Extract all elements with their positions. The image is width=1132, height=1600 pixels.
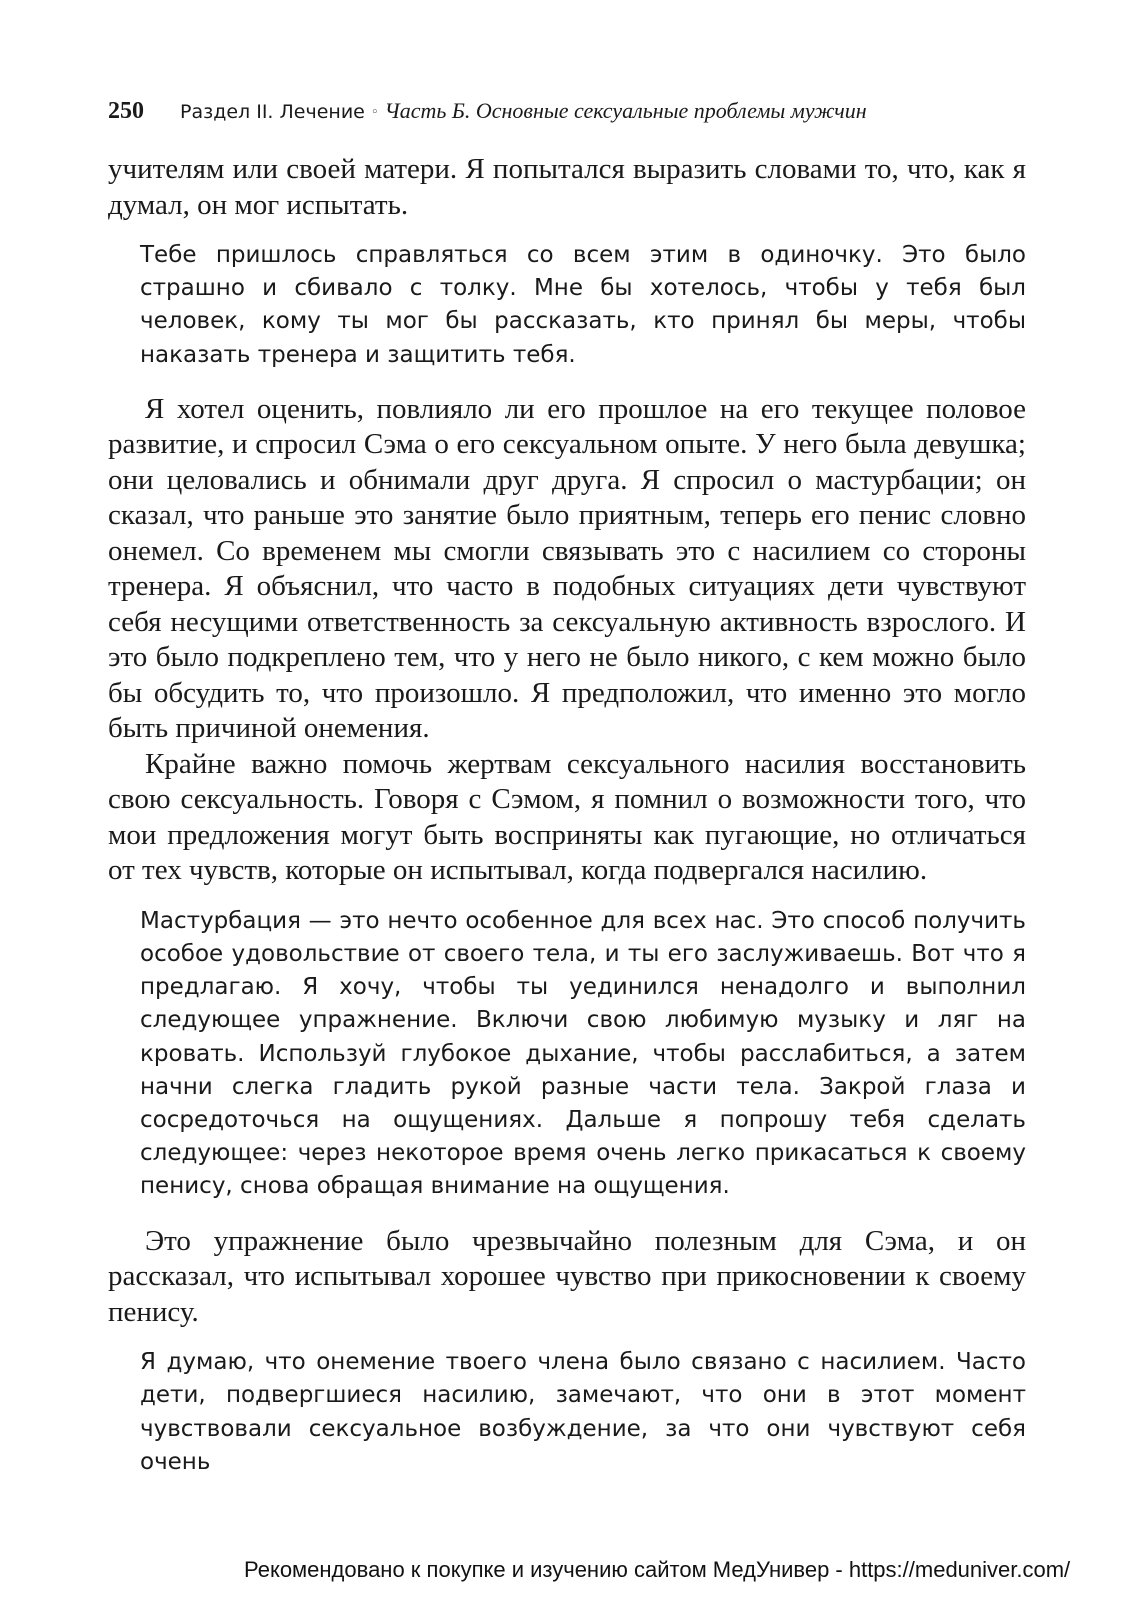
paragraph-1: учителям или своей матери. Я попытался выразить словами то, что, как я думал, он мог испытать.	[108, 153, 1026, 221]
page-number: 250	[108, 98, 144, 124]
book-page	[108, 96, 1026, 1479]
separator-bullet: ◦	[370, 105, 379, 120]
therapist-quote-3: Я думаю, что онемение твоего члена было связано с насилием. Часто дети, подвергшиеся насилию, замечают, что они в этот момент чувствовали сексуальное возбуждение, за что они чувствуют себя очень	[140, 1349, 1026, 1475]
footer-watermark-note: Рекомендовано к покупке и изучению сайтом МедУнивер - https://meduniver.com/	[244, 1557, 1071, 1582]
paragraph-3: Крайне важно помочь жертвам сексуального насилия восстановить свою сексуальность. Говоря с Сэмом, я помнил о возможности того, что мои предложения могут быть восприняты как пугающие, но отличаться от тех чувств, которые он испытывал, когда подвергался насилию.	[108, 747, 1026, 887]
part-title: Часть Б. Основные сексуальные проблемы мужчин	[384, 98, 867, 123]
running-head	[108, 96, 1026, 130]
paragraph-4: Это упражнение было чрезвычайно полезным для Сэма, и он рассказал, что испытывал хорошее чувство при прикосновении к своему пенису.	[108, 1224, 1026, 1328]
paragraph-2: Я хотел оценить, повлияло ли его прошлое на его текущее половое развитие, и спросил Сэма о его сексуальном опыте. У него была девушка; они целовались и обнимали друг друга. Я спросил о мастурбации; он сказал, что раньше это занятие было приятным, теперь его пенис словно онемел. Со временем мы смогли связывать это с насилием со стороны тренера. Я объяснил, что часто в подобных ситуациях дети чувствуют себя несущими ответственность за сексуальную активность взрослого. И это было подкреплено тем, что у него не было никого, с кем можно было бы обсудить то, что произошло. Я предположил, что именно это могло быть причиной онемения.	[108, 392, 1026, 745]
section-title: Раздел II. Лечение	[180, 101, 365, 123]
therapist-quote-2: Мастурбация — это нечто особенное для всех нас. Это способ получить особое удовольствие от своего тела, и ты его заслуживаешь. Вот что я предлагаю. Я хочу, чтобы ты уединился ненадолго и выполнил следующее упражнение. Включи свою любимую музыку и ляг на кровать. Используй глубокое дыхание, чтобы расслабиться, а затем начни слегка гладить рукой разные части тела. Закрой глаза и сосредоточься на ощущениях. Дальше я попрошу тебя сделать следующее: через некоторое время очень легко прикасаться к своему пенису, снова обращая внимание на ощущения.	[140, 907, 1026, 1200]
therapist-quote-1: Тебе пришлось справляться со всем этим в одиночку. Это было страшно и сбивало с толку. Мне бы хотелось, чтобы у тебя был человек, кому ты мог бы рассказать, кто принял бы меры, чтобы наказать тренера и защитить тебя.	[140, 242, 1026, 368]
